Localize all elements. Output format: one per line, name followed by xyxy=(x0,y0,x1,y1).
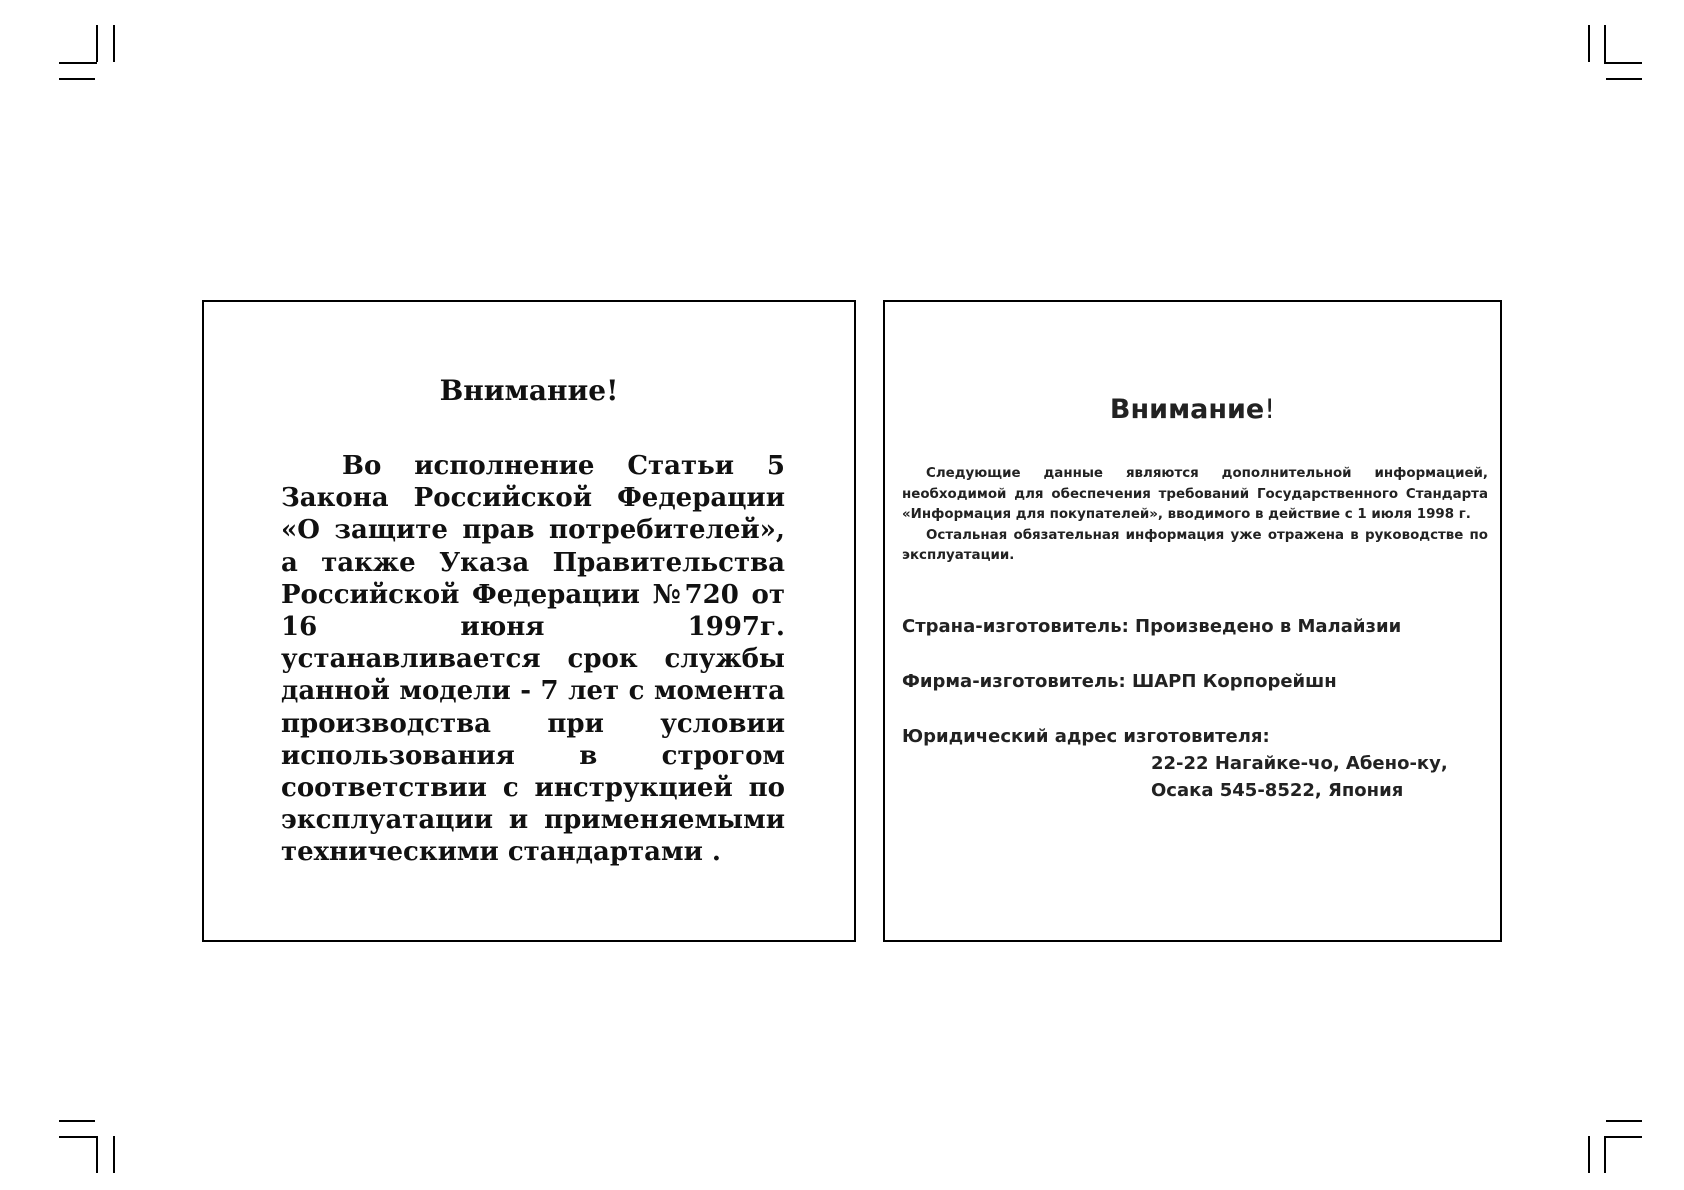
notice-title: Внимание! xyxy=(439,374,619,407)
notice-body-text: Во исполнение Статьи 5 Закона Российской Федерации «О защите прав потребителей», а также Указа Правительства Российской Федерации №720 от 16 июня 1997г. устанавливается срок службы данной модели - 7 лет с момента производства при условии использования в строгом соответствии с инструкцией по эксплуатации и применяемыми техническими стандартами . xyxy=(281,451,785,868)
notice-body xyxy=(281,450,785,869)
info-paragraph-2: Остальная обязательная информация уже отражена в руководстве по эксплуатации. xyxy=(902,527,1488,564)
crop-mark-bottom-left xyxy=(59,1136,97,1138)
crop-mark-top-left xyxy=(113,25,115,62)
crop-mark-top-right xyxy=(1604,62,1642,64)
crop-mark-bottom-right xyxy=(1604,1136,1642,1138)
crop-mark-bottom-left xyxy=(113,1136,115,1173)
info-title-mark: ! xyxy=(1264,394,1276,425)
crop-mark-top-right xyxy=(1588,25,1590,62)
crop-mark-top-right xyxy=(1604,25,1606,62)
info-paragraph-1: Следующие данные являются дополнительной информацией, необходимой для обеспечения требований Государственного Стандарта «Информация для покупателей», вводимого в действие с 1 июля 1998 г. xyxy=(902,466,1488,523)
address-line-2: Осака 545-8522, Япония xyxy=(1151,780,1404,801)
crop-mark-top-left xyxy=(96,25,98,62)
crop-mark-bottom-left xyxy=(59,1120,95,1122)
address-line-1: 22-22 Нагайке-чо, Абено-ку, xyxy=(1151,753,1448,774)
crop-mark-top-right xyxy=(1606,78,1642,80)
crop-mark-bottom-left xyxy=(96,1136,98,1173)
info-title xyxy=(885,394,1500,425)
address-label: Юридический адрес изготовителя: xyxy=(902,726,1270,747)
info-paragraphs xyxy=(902,464,1488,567)
crop-mark-top-left xyxy=(59,62,97,64)
manufacturer-info-panel xyxy=(883,300,1502,942)
service-life-notice-panel xyxy=(202,300,856,942)
crop-mark-bottom-right xyxy=(1604,1136,1606,1173)
crop-mark-top-left xyxy=(59,78,95,80)
crop-mark-bottom-right xyxy=(1606,1120,1642,1122)
crop-mark-bottom-right xyxy=(1588,1136,1590,1173)
manufacturer-name: Фирма-изготовитель: ШАРП Корпорейшн xyxy=(902,671,1337,692)
info-title-text: Внимание xyxy=(1109,394,1265,425)
country-of-origin: Страна-изготовитель: Произведено в Малайзии xyxy=(902,616,1402,637)
